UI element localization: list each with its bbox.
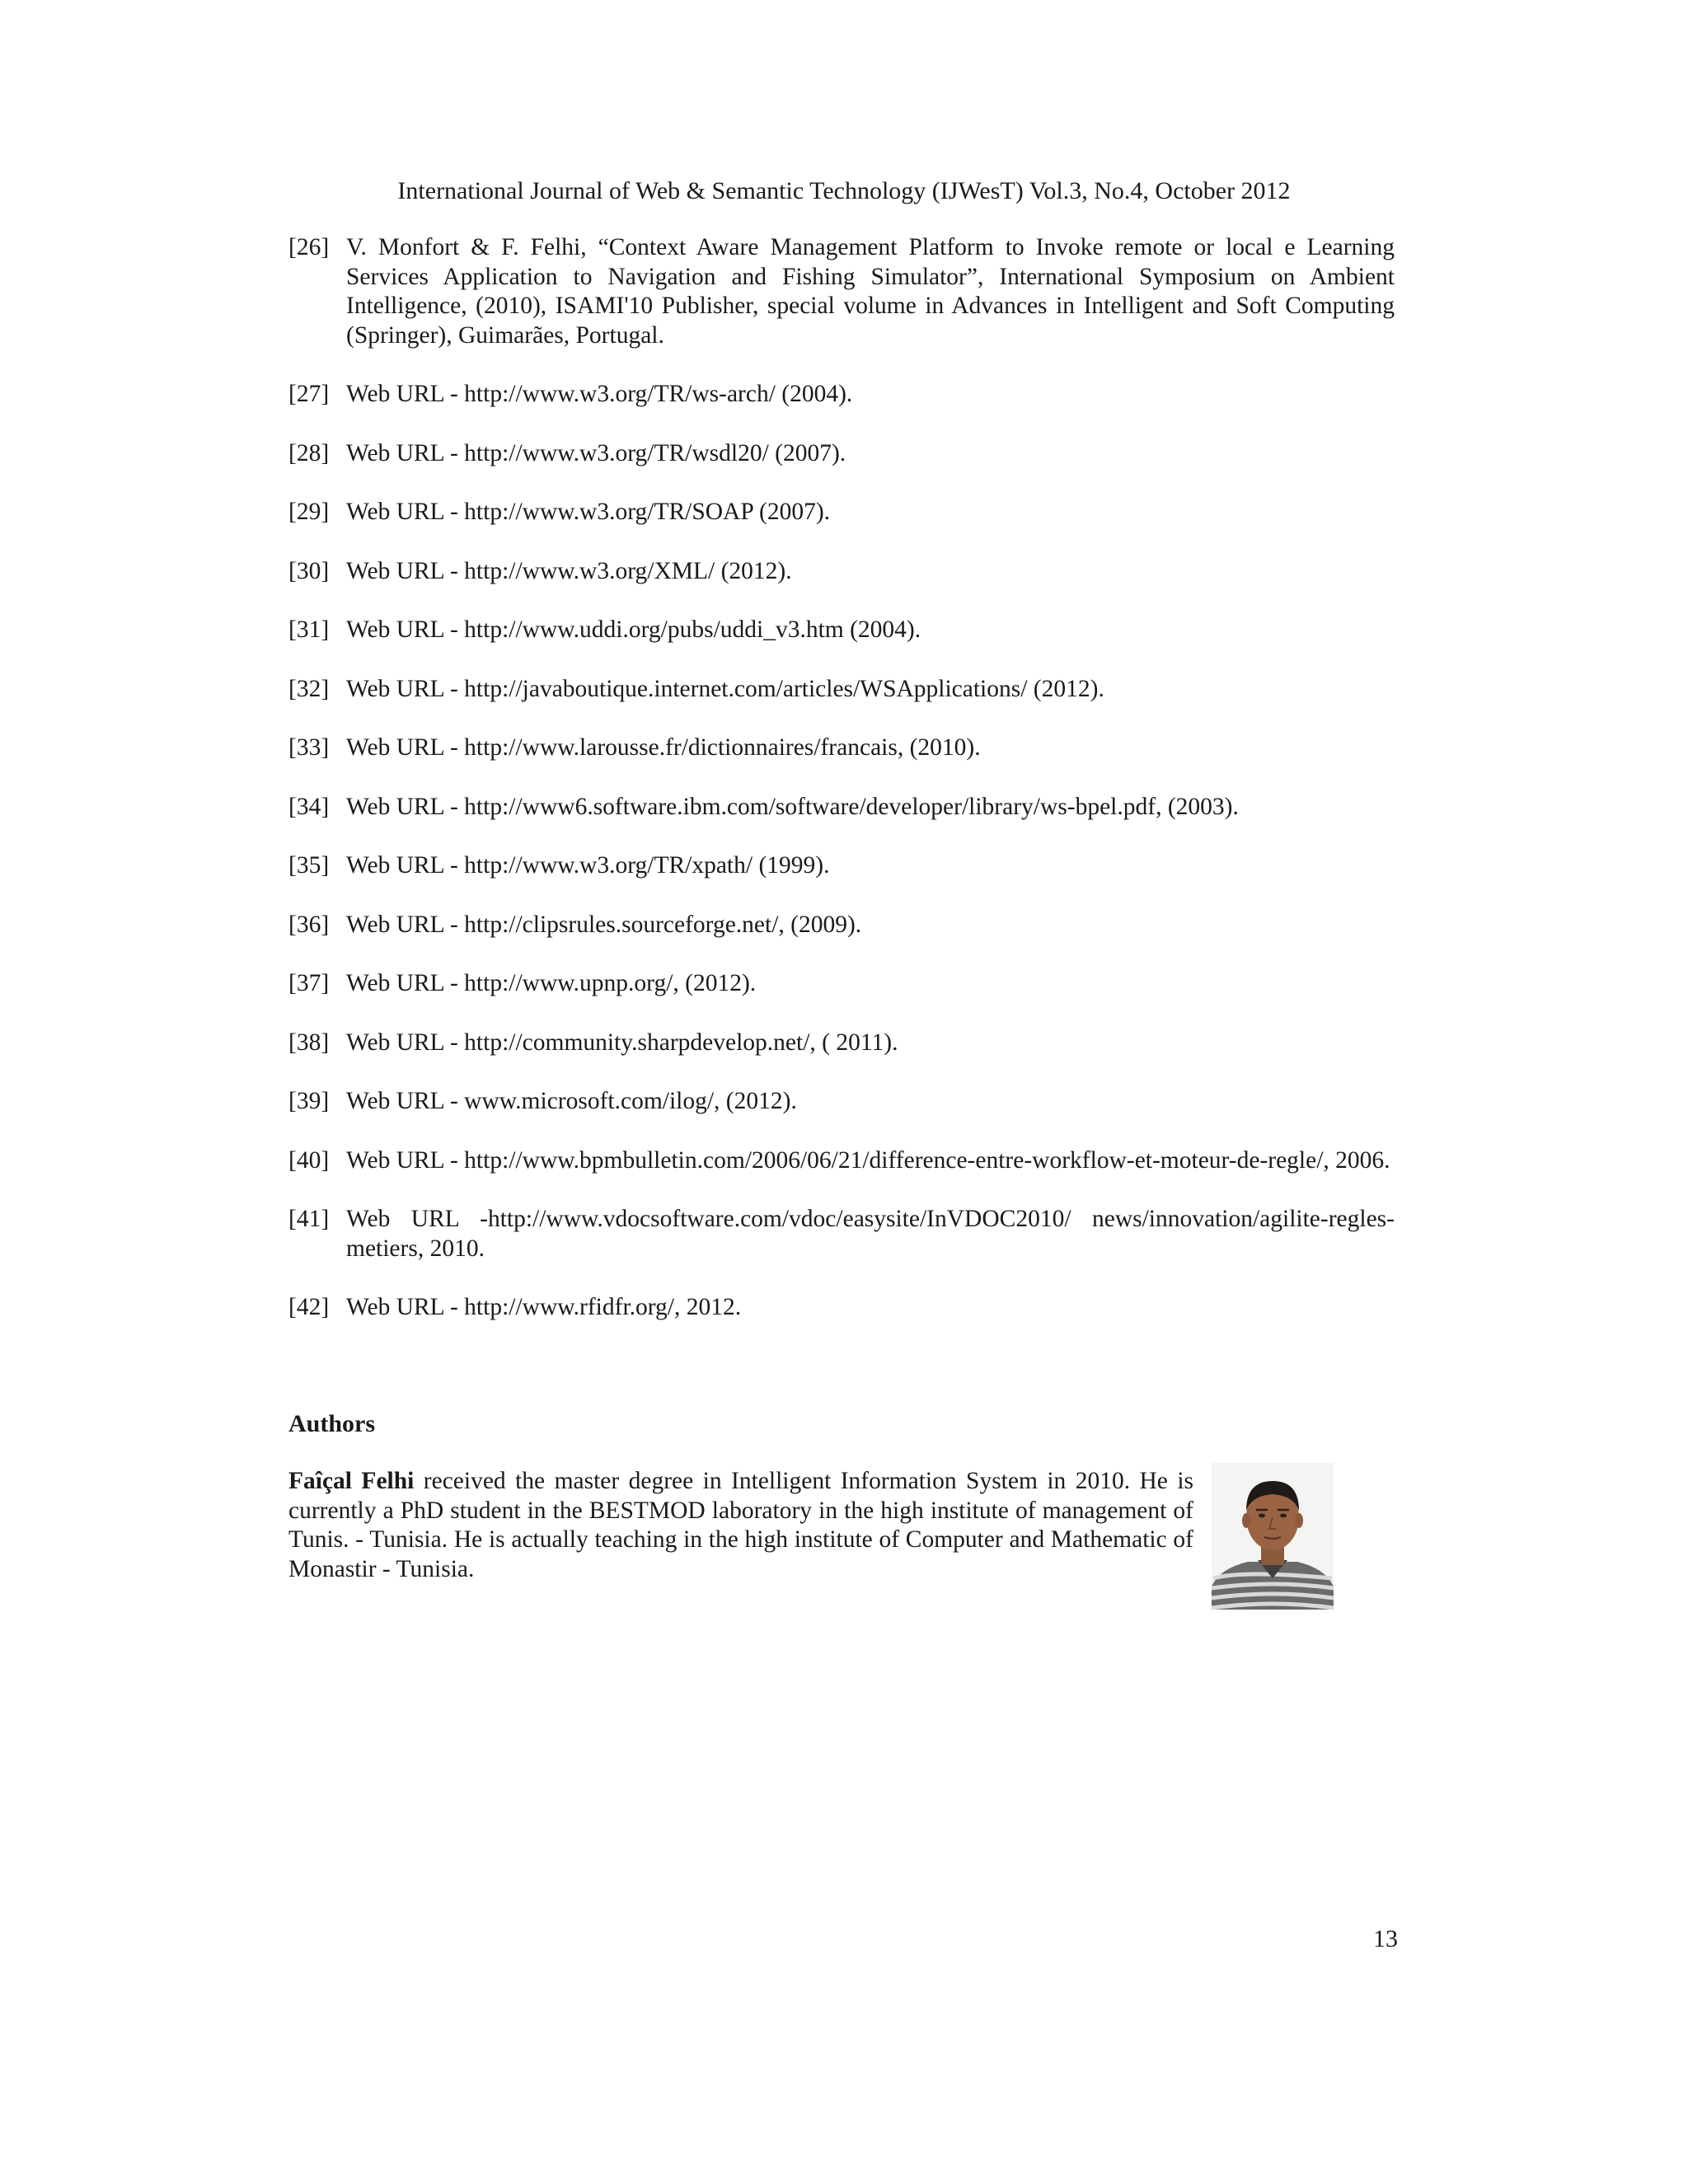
- reference-number: [27]: [288, 381, 330, 407]
- reference-number: [39]: [288, 1088, 330, 1114]
- reference-item: [288, 675, 1395, 705]
- reference-text: Web URL - http://www.bpmbulletin.com/2006/06/21/difference-entre-workflow-et-moteur-de-regle/, 2006.: [346, 1146, 1390, 1174]
- reference-text: Web URL - http://www.upnp.org/, (2012).: [346, 970, 757, 996]
- reference-number: [28]: [288, 439, 330, 466]
- authors-heading: Authors: [288, 1410, 376, 1437]
- reference-item: [288, 380, 1395, 410]
- author-photo: [1212, 1463, 1334, 1610]
- reference-text: Web URL - http://www.w3.org/TR/ws-arch/ (2004).: [346, 381, 853, 407]
- reference-item: [288, 1087, 1395, 1117]
- reference-number: [33]: [288, 734, 330, 761]
- reference-item: [288, 911, 1395, 940]
- reference-number: [35]: [288, 852, 330, 879]
- reference-item: [288, 1205, 1395, 1263]
- reference-number: [38]: [288, 1029, 330, 1056]
- reference-item: [288, 969, 1395, 999]
- reference-number: [42]: [288, 1294, 330, 1320]
- running-header: International Journal of Web & Semantic Technology (IJWesT) Vol.3, No.4, October 2012: [397, 177, 1291, 204]
- reference-text: Web URL - www.microsoft.com/ilog/, (2012).: [346, 1088, 797, 1114]
- reference-item: [288, 233, 1395, 350]
- reference-number: [37]: [288, 970, 330, 996]
- reference-text: Web URL - http://www.larousse.fr/dictionnaires/francais, (2010).: [346, 734, 981, 761]
- reference-item: [288, 793, 1395, 823]
- reference-text: V. Monfort & F. Felhi, “Context Aware Management Platform to Invoke remote or local e Learning Services Application to Navigation and Fishing Simulator”, International Symposium on Ambient Intelligence, (2010), ISAMI'10 Publisher, special volume in Advances in Intelligent and Soft Computing (Springer), Guimarães, Portugal.: [346, 234, 1395, 349]
- reference-text: Web URL - http://community.sharpdevelop.net/, ( 2011).: [346, 1029, 898, 1056]
- reference-text: Web URL - http://javaboutique.internet.com/articles/WSApplications/ (2012).: [346, 675, 1104, 702]
- reference-item: [288, 616, 1395, 645]
- reference-item: [288, 557, 1395, 587]
- reference-text: Web URL - http://www.w3.org/TR/xpath/ (1999).: [346, 852, 830, 879]
- reference-number: [36]: [288, 911, 330, 938]
- reference-number: [30]: [288, 557, 330, 584]
- reference-text: Web URL - http://www.uddi.org/pubs/uddi_v3.htm (2004).: [346, 616, 921, 643]
- reference-number: [31]: [288, 616, 330, 643]
- reference-item: [288, 439, 1395, 469]
- reference-text: Web URL - http://www.w3.org/TR/wsdl20/ (2007).: [346, 439, 846, 466]
- reference-item: [288, 851, 1395, 881]
- reference-number: [40]: [288, 1146, 330, 1174]
- reference-item: [288, 1029, 1395, 1058]
- reference-text: Web URL - http://www.rfidfr.org/, 2012.: [346, 1294, 742, 1320]
- reference-text: Web URL - http://clipsrules.sourceforge.net/, (2009).: [346, 911, 862, 938]
- reference-item: [288, 1146, 1395, 1176]
- reference-text: Web URL - http://www.w3.org/XML/ (2012).: [346, 557, 792, 584]
- reference-item: [288, 1293, 1395, 1323]
- reference-number: [34]: [288, 793, 330, 820]
- reference-list: [288, 233, 1395, 1323]
- reference-number: [32]: [288, 675, 330, 702]
- author-bio-text: received the master degree in Intelligent Information System in 2010. He is currently a PhD student in the BESTMOD laboratory in the high institute of management of Tunis. - Tunisia. He is actually teaching in the high institute of Computer and Mathematic of Monastir - Tunisia.: [288, 1468, 1194, 1582]
- reference-text: Web URL -http://www.vdocsoftware.com/vdoc/easysite/InVDOC2010/ news/innovation/agilite-regles-metiers, 2010.: [346, 1206, 1395, 1262]
- reference-item: [288, 498, 1395, 527]
- reference-text: Web URL - http://www6.software.ibm.com/software/developer/library/ws-bpel.pdf, (2003).: [346, 793, 1239, 820]
- page-number: 13: [1373, 1925, 1398, 1952]
- reference-number: [26]: [288, 234, 330, 260]
- reference-item: [288, 733, 1395, 763]
- reference-number: [41]: [288, 1206, 330, 1232]
- author-name: Faîçal Felhi: [288, 1468, 415, 1494]
- author-bio: [288, 1467, 1193, 1584]
- reference-number: [29]: [288, 499, 330, 525]
- reference-text: Web URL - http://www.w3.org/TR/SOAP (2007).: [346, 499, 831, 525]
